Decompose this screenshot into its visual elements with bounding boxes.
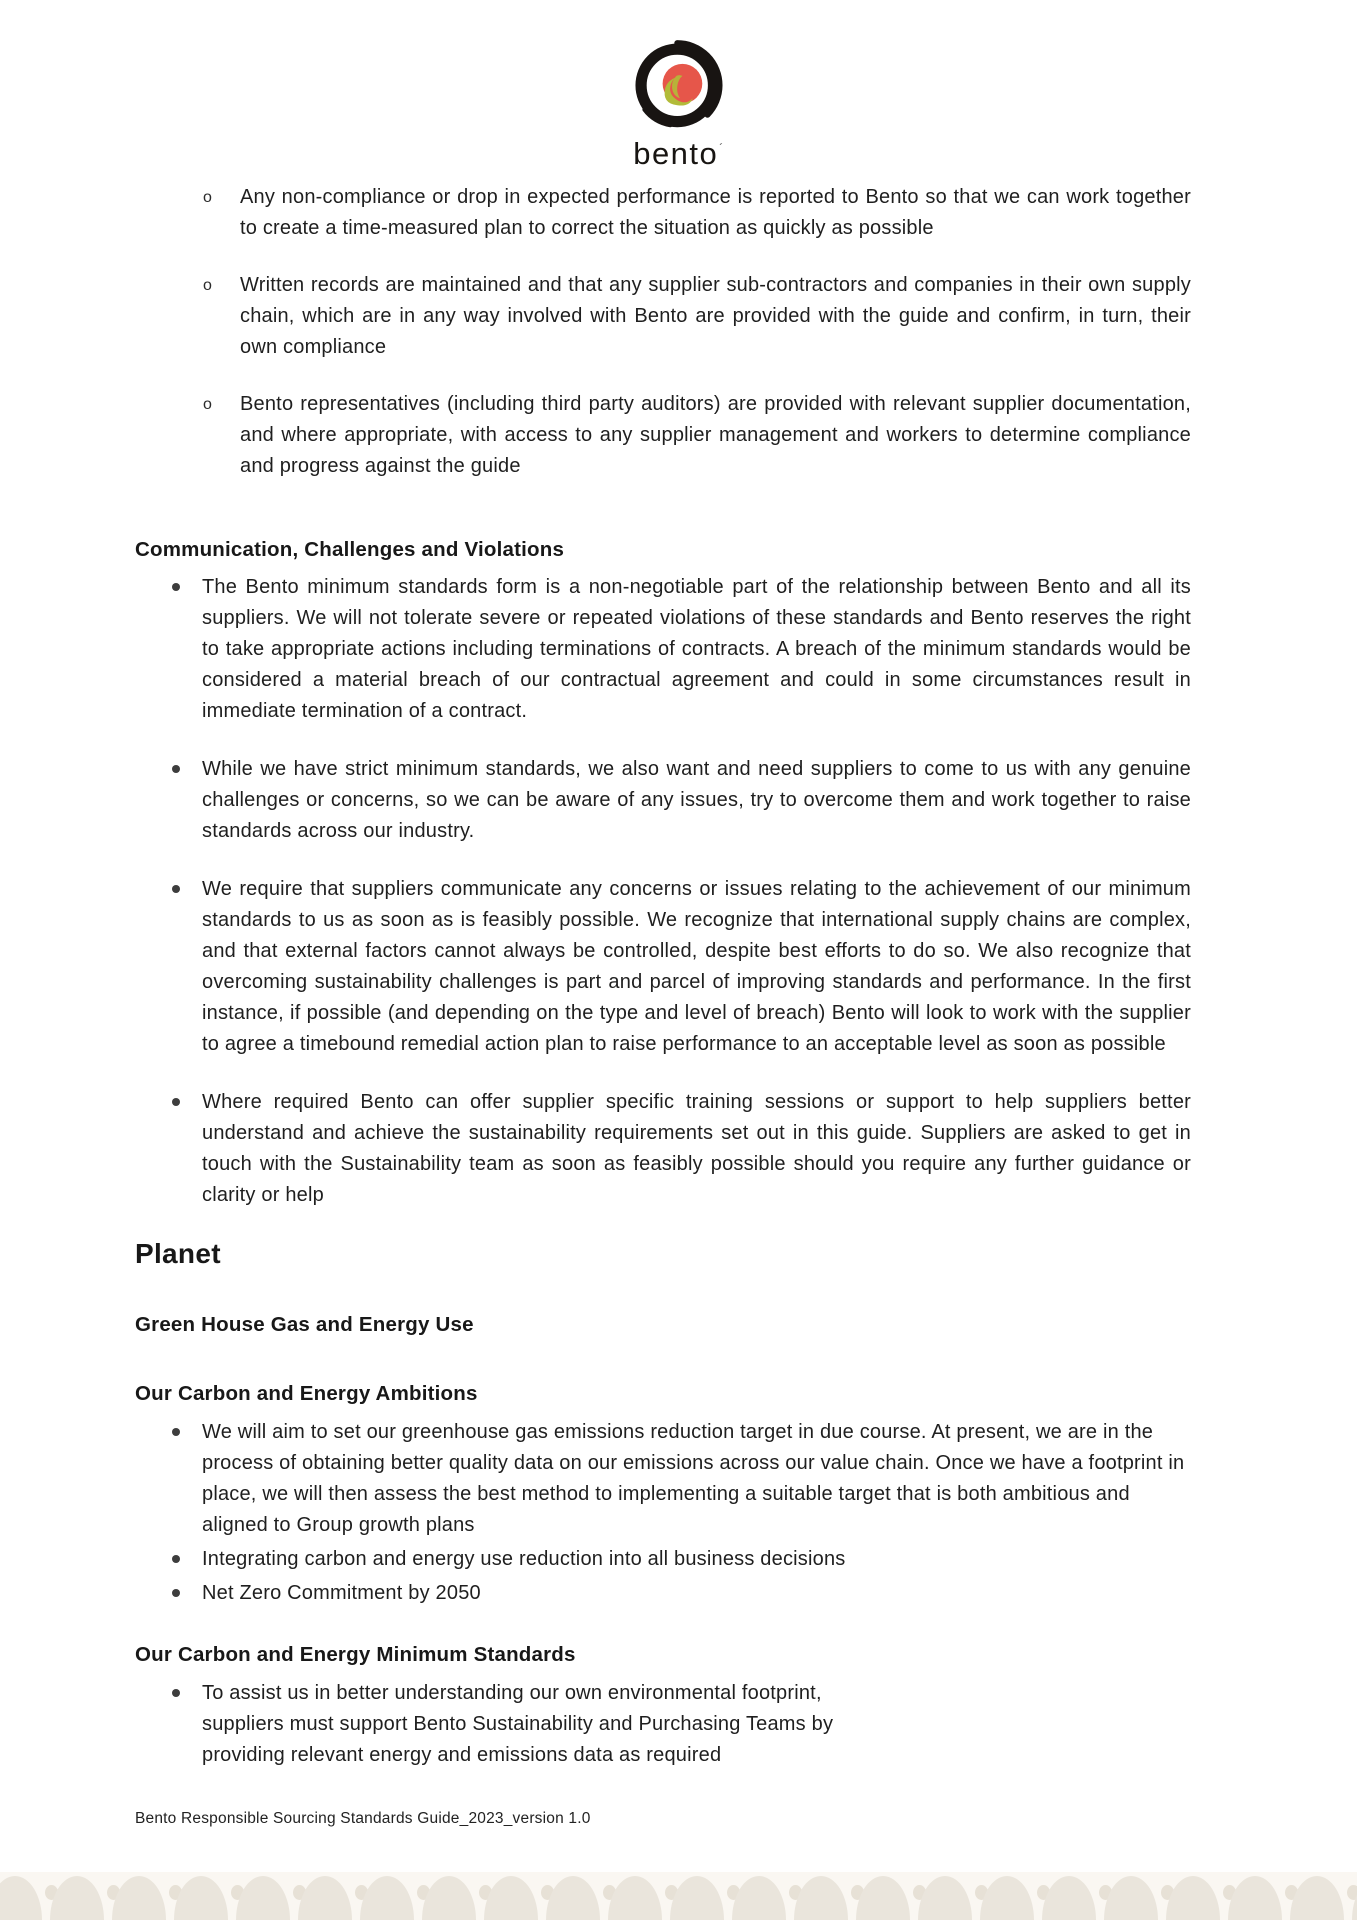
bullet-text: Where required Bento can offer supplier specific training sessions or support to help suppliers better understand and achieve the sustainability requirements set out in this guide. Suppliers are asked to get in touch with the Sustainability team as soon as feasibly possible should you require any further guidance or clarity or help xyxy=(202,1091,1191,1206)
decorative-egg-shape xyxy=(174,1876,228,1920)
bullet-text: To assist us in better understanding our own environmental footprint, suppliers must support Bento Sustainability and Purchasing Teams by providing relevant energy and emissions data as required xyxy=(202,1682,834,1766)
decorative-egg-shape xyxy=(360,1876,414,1920)
decorative-egg-shape xyxy=(856,1876,910,1920)
decorative-egg-shape xyxy=(484,1876,538,1920)
section-heading-ghg: Green House Gas and Energy Use xyxy=(135,1313,474,1336)
list-item xyxy=(135,1578,1191,1609)
logo xyxy=(0,38,1357,172)
list-item xyxy=(135,1678,1191,1771)
bullet-text: Integrating carbon and energy use reduction into all business decisions xyxy=(202,1548,846,1570)
disc-bullet-marker xyxy=(135,1087,202,1106)
bullet-text: We will aim to set our greenhouse gas emissions reduction target in due course. At present, we are in the process of obtaining better quality data on our emissions across our value chain. Once we have a footprint in place, we will then assess the best method to implementing a suitable target that is both ambitious and aligned to Group growth plans xyxy=(202,1421,1185,1536)
section-heading-carbon-ambitions: Our Carbon and Energy Ambitions xyxy=(135,1382,478,1405)
document-content xyxy=(135,182,1191,1798)
bullet-text: Bento representatives (including third party auditors) are provided with relevant supplier documentation, and where appropriate, with access to any supplier management and workers to determine compliance and progress against the guide xyxy=(240,393,1191,477)
decorative-egg-shape xyxy=(236,1876,290,1920)
bullet-text: Any non-compliance or drop in expected performance is reported to Bento so that we can work together to create a time-measured plan to correct the situation as quickly as possible xyxy=(240,186,1191,239)
list-item xyxy=(135,182,1191,244)
bullet-text: Net Zero Commitment by 2050 xyxy=(202,1582,481,1604)
intro-sub-bullet-list xyxy=(135,182,1191,482)
disc-bullet-marker xyxy=(135,572,202,591)
circle-bullet-marker: o xyxy=(203,189,213,206)
section-heading-planet: Planet xyxy=(135,1238,221,1269)
decorative-egg-shape xyxy=(298,1876,352,1920)
list-item xyxy=(135,389,1191,482)
disc-bullet-marker xyxy=(135,1417,202,1436)
decorative-egg-shape xyxy=(1104,1876,1158,1920)
standards-bullet-list xyxy=(135,1678,1191,1771)
disc-bullet-marker xyxy=(135,1544,202,1563)
decorative-egg-shape xyxy=(794,1876,848,1920)
decorative-egg-shape xyxy=(1228,1876,1282,1920)
disc-bullet-marker xyxy=(135,874,202,893)
bullet-text: The Bento minimum standards form is a non-negotiable part of the relationship between Bento and all its suppliers. We will not tolerate severe or repeated violations of these standards and Bento reserves the right to take appropriate actions including terminations of contracts. A breach of the minimum standards would be considered a material breach of our contractual agreement and could in some circumstances result in immediate termination of a contract. xyxy=(202,576,1191,722)
decorative-egg-shape xyxy=(422,1876,476,1920)
bullet-text: We require that suppliers communicate any concerns or issues relating to the achievement of our minimum standards to us as soon as is feasibly possible. We recognize that international supply chains are complex, and that external factors cannot always be controlled, despite best efforts to do so. We also recognize that overcoming sustainability challenges is part and parcel of improving standards and performance. In the first instance, if possible (and depending on the type and level of breach) Bento will look to work with the supplier to agree a timebound remedial action plan to raise performance to an acceptable level as soon as possible xyxy=(202,878,1191,1055)
decorative-egg-shape xyxy=(918,1876,972,1920)
bento-logo-icon xyxy=(627,38,731,138)
bullet-text: While we have strict minimum standards, we also want and need suppliers to come to us with any genuine challenges or concerns, so we can be aware of any issues, try to overcome them and work together to raise standards across our industry. xyxy=(202,758,1191,842)
circle-bullet-marker: o xyxy=(203,277,213,294)
list-item xyxy=(135,1087,1191,1211)
bullet-text: Written records are maintained and that any supplier sub-contractors and companies in their own supply chain, which are in any way involved with Bento are provided with the guide and confirm, in turn, their own compliance xyxy=(240,274,1191,358)
decorative-egg-shape xyxy=(1042,1876,1096,1920)
logo-trademark: ´ xyxy=(719,141,725,155)
decorative-egg-shape xyxy=(0,1876,42,1920)
document-footer xyxy=(135,1810,591,1828)
footer-text: Bento Responsible Sourcing Standards Guide_2023_version 1.0 xyxy=(135,1810,591,1827)
disc-bullet-marker xyxy=(135,1578,202,1597)
decorative-egg-shape xyxy=(112,1876,166,1920)
disc-bullet-marker xyxy=(135,754,202,773)
decorative-egg-shape xyxy=(670,1876,724,1920)
ambitions-bullet-list xyxy=(135,1417,1191,1609)
section-heading-communication: Communication, Challenges and Violations xyxy=(135,538,565,561)
decorative-egg-shape xyxy=(50,1876,104,1920)
decorative-egg-shape xyxy=(1290,1876,1344,1920)
decorative-border xyxy=(0,1872,1357,1920)
list-item xyxy=(135,874,1191,1060)
decorative-egg-shape xyxy=(1166,1876,1220,1920)
list-item xyxy=(135,572,1191,727)
list-item xyxy=(135,754,1191,847)
decorative-egg-shape xyxy=(546,1876,600,1920)
disc-bullet-marker xyxy=(135,1678,202,1697)
decorative-egg-shape xyxy=(608,1876,662,1920)
list-item xyxy=(135,1417,1191,1541)
communication-bullet-list xyxy=(135,572,1191,1211)
list-item xyxy=(135,270,1191,363)
circle-bullet-marker: o xyxy=(203,396,213,413)
section-heading-carbon-standards: Our Carbon and Energy Minimum Standards xyxy=(135,1643,576,1666)
decorative-egg-shape xyxy=(732,1876,786,1920)
list-item xyxy=(135,1544,1191,1575)
logo-wordmark: bento´ xyxy=(633,136,725,171)
decorative-egg-shape xyxy=(980,1876,1034,1920)
